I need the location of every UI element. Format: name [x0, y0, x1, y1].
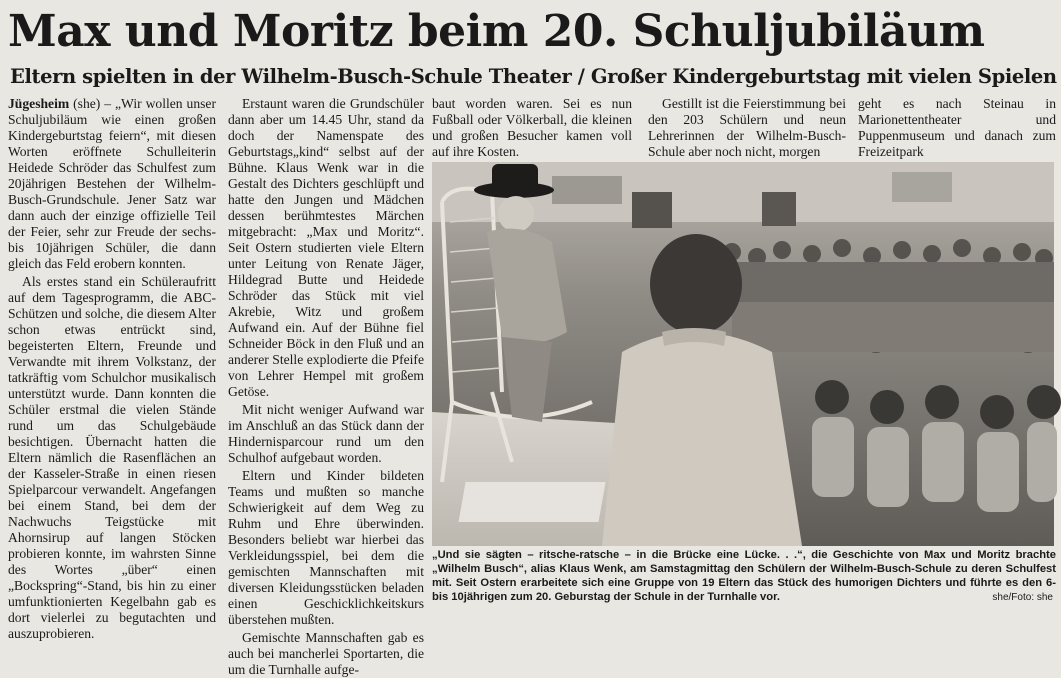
paragraph: Gestillt ist die Feierstimmung bei den 203 Schülern und neun Lehrerinnen der Wilhelm-Busch-Schule aber noch nicht, morgen [648, 96, 846, 159]
paragraph: Als erstes stand ein Schüleraufritt auf dem Tagesprogramm, die ABC-Schützen und solche, die diesem Alter schon etwas entrückt sind, begeisterten Eltern, Freunde und Verwandte mit ihrem Volkstanz, der tatkräftig vom Schulchor musikalisch unterstützt wurde. Dann konnten die Schüler erstmal die vielen Stände rund um das Schulgebäude besichtigen. Übernacht hatten die Eltern nämlich die Rasenflächen an der Kasseler-Straße in einen riesen Spielparcour verwandelt. Angefangen bei einem Stand, bei dem der Nachwuchs Teigstücke mit Ahornsirup auf langen Stöcken probieren konnte, im wahrsten Sinne des Wortes „über“ einen „Bockspring“-Stand, bis hin zu einer umfunktionierten Kegelbahn gab es dort vielerlei zu begutachten und auszuprobieren. [8, 274, 216, 641]
article-column-2 [228, 96, 424, 677]
dateline: Jügesheim [8, 96, 70, 111]
paragraph: Eltern und Kinder bildeten Teams und mußten so manche Schwierigkeit auf dem Weg zu Ruhm und Ehre überwinden. Besonders beliebt war hierbei das Verkleidungsspiel, bei dem die gemischten Mannschaften mit diversen Kleidungsstücken beladen einen Geschicklichkeitskurs überstehen mußten. [228, 468, 424, 627]
photo-illustration [432, 162, 1054, 546]
paragraph: geht es nach Steinau in Marionettentheater und Puppenmuseum und danach zum Freizeitpark [858, 96, 1056, 159]
subheadline: Eltern spielten in der Wilhelm-Busch-Schule Theater / Großer Kindergeburtstag mit vielen Spielen [10, 65, 1057, 88]
paragraph: Mit nicht weniger Aufwand war im Anschluß an das Stück dann der Hindernisparcour rund um den Schulhof aufgebaut worden. [228, 402, 424, 465]
article-column-3 [432, 96, 632, 159]
paragraph-text: (she) – „Wir wollen unser Schuljubiläum wie einen großen Kindergeburtstag feiern“, mit diesen Worten eröffnete Schulleiterin Heidede Schröder das Schulfest zum 20jährigen Bestehen der Wilhelm-Busch-Grundschule. Jener Satz war dann auch der einzige offizielle Teil der Feier, sehr zur Freude der sechs- bis 10jährigen Schüler, die dann gleich das Feld erobern konnten. [8, 96, 216, 271]
article-column-5 [858, 96, 1056, 159]
headline: Max und Moritz beim 20. Schuljubiläum [8, 6, 985, 57]
photo-credit: she/Foto: she [992, 592, 1053, 603]
paragraph: baut worden waren. Sei es nun Fußball oder Völkerball, die kleinen und großen Besucher kamen voll auf ihre Kosten. [432, 96, 632, 159]
paragraph: Gemischte Mannschaften gab es auch bei mancherlei Sportarten, die um die Turnhalle aufge- [228, 630, 424, 677]
photo-caption: „Und sie sägten – ritsche-ratsche – in die Brücke eine Lücke. . .“, die Geschichte von Max und Moritz brachte „Wilhelm Busch“, alias Klaus Wenk, am Samstagmittag den Schülern der Wilhelm-Busch-Schule zu deren Schulfest mit. Seit Ostern erarbeitete sich eine Gruppe von 19 Eltern das Stück des humorigen Dichters und führte es den 6- bis 10jährigen zum 20. Geburstag der Schule in der Turnhalle vor. [432, 549, 1056, 603]
news-photo [432, 162, 1054, 546]
paragraph [8, 96, 216, 272]
paragraph: Erstaunt waren die Grundschüler dann aber um 14.45 Uhr, stand da doch der Namenspate des Geburtstags„kind“ selbst auf der Bühne. Klaus Wenk war in die Gestalt des Dichters geschlüpft und hatte den Jungen und Mädchen dessen berühmtestes Märchen mitgebracht: „Max und Moritz“. Seit Ostern studierten viele Eltern unter Leitung von Renate Jäger, Hildegrad Butte und Heidede Schröder das Stück mit viel Akrebie, Witz und großem Aufwand ein. Auf der Bühne fiel Schneider Böck in den Fluß und an anderer Stelle explodierte die Pfeife von Lehrer Hempel mit großem Getöse. [228, 96, 424, 399]
article-column-1 [8, 96, 216, 641]
article-column-4 [648, 96, 846, 159]
